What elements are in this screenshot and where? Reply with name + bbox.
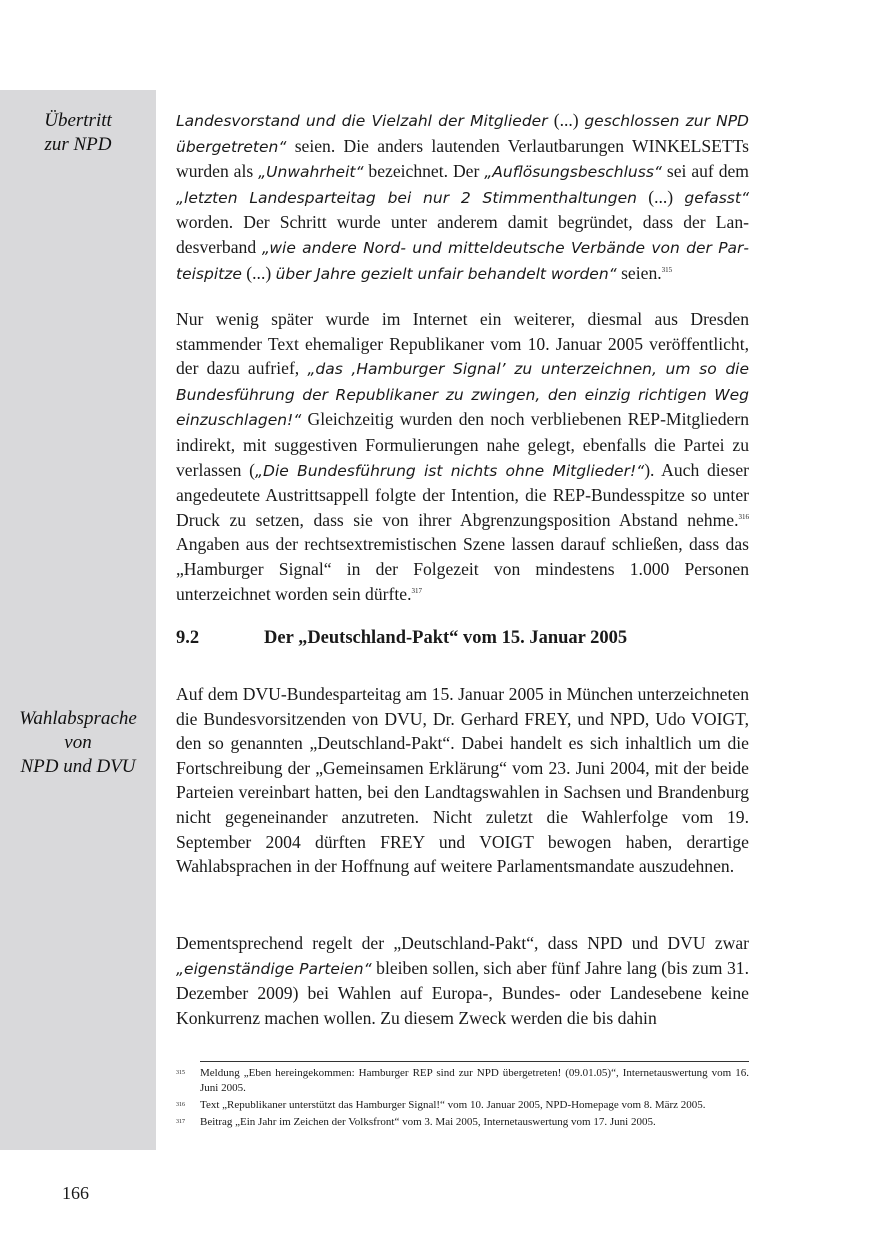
page-number: 166 xyxy=(62,1183,89,1203)
section-number: 9.2 xyxy=(176,628,200,648)
body-text xyxy=(176,108,749,286)
footnote-text: Meldung „Eben hereingekommen: Hamburger REP sind zur NPD übergetreten! (09.01.05)“, Internetauswertung vom 16. Juni 2005. xyxy=(200,1067,749,1094)
quoted-text: „letzten Landesparteitag bei nur 2 Stimmenthaltungen xyxy=(176,188,637,207)
quoted-text: über Jahre gezielt unfair behandelt worden“ xyxy=(275,264,617,283)
footnote-rule xyxy=(200,1061,749,1062)
text-run: ). Auch dieser angedeutete Austrittsappell folgte der Intention, die REP-Bundesspitze so unter Druck zu setzen, dass sie von ihrer Abgrenzungsposition Abstand nehme. xyxy=(176,459,749,530)
section-title: Der „Deutschland-Pakt“ vom 15. Januar 2005 xyxy=(264,628,628,648)
footnote-317 xyxy=(176,1115,749,1130)
paragraph-1 xyxy=(176,108,749,286)
footnote-text: Text „Republikaner unterstützt das Hamburger Signal!“ vom 10. Januar 2005, NPD-Homepage vom 8. März 2005. xyxy=(200,1099,706,1111)
margin-note-line: Übertritt xyxy=(44,110,112,131)
margin-note-line: NPD und DVU xyxy=(20,756,136,777)
footnote-text: Beitrag „Ein Jahr im Zeichen der Volksfront“ vom 3. Mai 2005, Internetauswertung vom 17. Juni 2005. xyxy=(200,1116,656,1128)
text-run: Nur wenig später wurde im Internet ein weiterer, diesmal aus Dresden stammender Text ehemaliger Republikaner vom 10. Januar 2005 veröffentlicht, der dazu aufrief, xyxy=(176,309,749,379)
text-run: sei auf dem xyxy=(661,161,749,182)
text-run: Angaben aus der rechtsextremistischen Szene lassen darauf schließen, dass das „Hamburger Signal“ in der Folgezeit von mindestens 1.000 Personen unterzeichnet worden sein dürfte. xyxy=(176,534,749,604)
footnote-number: 316 xyxy=(176,1102,185,1108)
margin-note-line: Wahlabsprache xyxy=(19,708,137,729)
quoted-text: Landesvorstand und die Vielzahl der Mitglieder xyxy=(176,112,554,130)
text-run: seien. xyxy=(616,262,662,283)
footnote-number: 315 xyxy=(176,1070,185,1076)
text-run: (...) xyxy=(636,186,685,207)
quoted-text: „eigenständige Parteien“ xyxy=(176,959,372,978)
footnote-ref: 315 xyxy=(661,265,673,274)
body-text xyxy=(176,931,749,1030)
quoted-text: „wie andere Nord- und mitteldeutsche Verbände von der Parteispitze xyxy=(176,238,750,283)
quoted-text: „Auflösungsbeschluss“ xyxy=(484,163,662,182)
text-run: seien. Die anders lautenden Verlautbarungen WINKELSETTs wurden als xyxy=(176,135,749,182)
margin-note-line: von xyxy=(64,732,92,753)
margin-note-wahlabsprache xyxy=(0,707,156,779)
footnote-number: 317 xyxy=(176,1119,185,1125)
quoted-text: „Die Bundesführung ist nichts ohne Mitglieder!“ xyxy=(255,461,645,480)
footnote-ref: 316 xyxy=(738,512,749,521)
body-text xyxy=(176,682,749,879)
margin-column xyxy=(0,90,156,1150)
text-run: worden. Der Schritt wurde unter anderem damit begründet, dass der Landesverband xyxy=(176,212,749,257)
paragraph-3 xyxy=(176,682,749,879)
footnote-316 xyxy=(176,1098,749,1113)
margin-note-line: zur NPD xyxy=(44,134,112,155)
text-run: Auf dem DVU-Bundesparteitag am 15. Januar 2005 in München unterzeichneten die Bundesvorsitzenden von DVU, Dr. Gerhard FREY, und NPD, Udo VOIGT, den so genannten „Deutschland-Pakt“. Dabei handelt es sich inhaltlich um die Fortschreibung der „Gemeinsamen Erklärung“ vom 23. Juni 2004, mit der beide Parteien vereinbart hatten, bei den Landtagswahlen in Sachsen und Brandenburg nicht gegeneinander anzutreten. Nicht zuletzt die Wahlerfolge vom 19. September 2004 dürften FREY und VOIGT bewogen haben, derartige Wahlabsprachen in der Hoffnung auf weitere Parlamentsmandate auszudehnen. xyxy=(176,684,749,877)
text-run: Dementsprechend regelt der „Deutschland-Pakt“, dass NPD und DVU zwar xyxy=(176,933,749,953)
footnote-ref: 317 xyxy=(411,586,422,595)
footnote-315 xyxy=(176,1066,749,1096)
text-run: (...) xyxy=(241,262,276,283)
paragraph-2 xyxy=(176,307,749,606)
text-run: bezeichnet. Der xyxy=(363,161,485,182)
footnotes xyxy=(176,1066,749,1132)
quoted-text: „Unwahrheit“ xyxy=(258,163,364,182)
body-text xyxy=(176,307,749,606)
text-run: bleiben sollen, sich aber fünf Jahre lang (bis zum 31. Dezember 2009) bei Wahlen auf Europa-, Bundes- oder Landesebene keine Konkurrenz machen wollen. Zu diesem Zweck werden die bis dahin xyxy=(176,957,749,1028)
paragraph-4 xyxy=(176,931,749,1030)
quoted-text: gefasst“ xyxy=(684,188,749,207)
text-run: Gleichzeitig wurden den noch verbliebenen REP-Mitgliedern indirekt, mit suggestiven Formulierungen nahe gelegt, ebenfalls die Partei zu verlassen ( xyxy=(176,409,749,480)
margin-note-uebertritt xyxy=(0,109,156,157)
quoted-text: geschlossen zur NPD übergetreten“ xyxy=(176,112,749,156)
text-run: (...) xyxy=(553,110,585,130)
quoted-text: „das ‚Hamburger Signal’ zu unterzeichnen, um so die Bundesführung der Republikaner zu zwingen, den einzig richtigen Weg einzuschlagen!“ xyxy=(176,360,750,430)
